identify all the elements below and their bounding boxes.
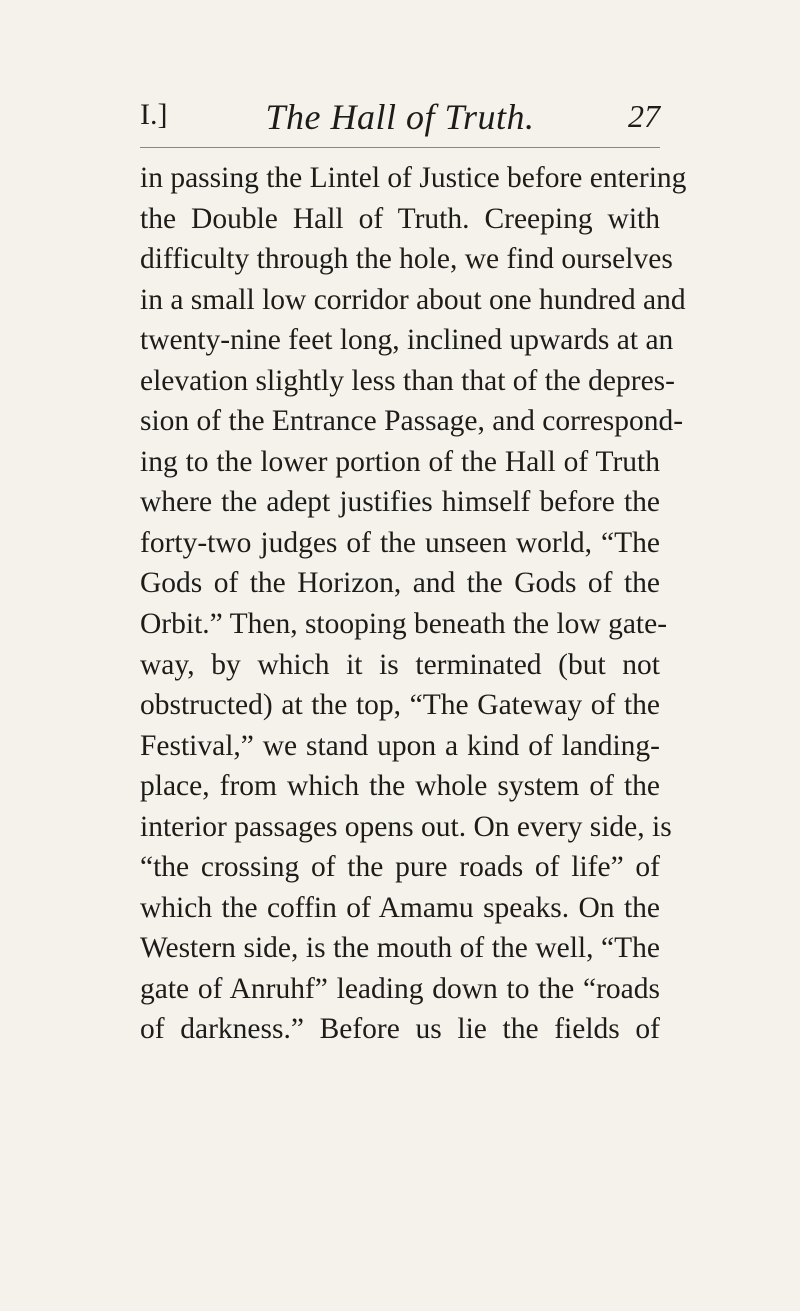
- text-line: obstructed) at the top, “The Gateway of the: [140, 689, 660, 722]
- text-line: which the coffin of Amamu speaks. On the: [140, 891, 660, 924]
- page-number: 27: [628, 98, 660, 134]
- text-line: of darkness.” Before us lie the fields of: [140, 1013, 660, 1046]
- text-line: gate of Anruhf” leading down to the “roads: [140, 972, 660, 1005]
- text-line: way, by which it is terminated (but not: [140, 648, 660, 681]
- text-line: interior passages opens out. On every side, is: [140, 810, 672, 843]
- text-line: ing to the lower portion of the Hall of Truth: [140, 445, 660, 478]
- text-line: in a small low corridor about one hundred and: [140, 283, 686, 316]
- text-line: Festival,” we stand upon a kind of landing-: [140, 729, 660, 762]
- text-line: “the crossing of the pure roads of life” of: [140, 851, 660, 884]
- text-line: twenty-nine feet long, inclined upwards at an: [140, 324, 674, 357]
- text-line: where the adept justifies himself before the: [140, 486, 660, 519]
- text-line: place, from which the whole system of the: [140, 770, 660, 803]
- text-line: Western side, is the mouth of the well, “The: [140, 932, 660, 965]
- section-marker: I.]: [140, 98, 168, 131]
- text-line: elevation slightly less than that of the depres-: [140, 364, 675, 397]
- running-head: [140, 92, 660, 142]
- text-line: sion of the Entrance Passage, and correspond-: [140, 405, 684, 438]
- text-line: difficulty through the hole, we find ourselves: [140, 243, 673, 276]
- body-text: [140, 158, 687, 1050]
- text-line: forty-two judges of the unseen world, “The: [140, 526, 660, 559]
- text-line: the Double Hall of Truth. Creeping with: [140, 202, 660, 235]
- text-line: Orbit.” Then, stooping beneath the low gate-: [140, 608, 668, 641]
- running-head-title: The Hall of Truth.: [265, 97, 535, 137]
- header-rule: [140, 147, 660, 148]
- text-line: Gods of the Horizon, and the Gods of the: [140, 567, 660, 600]
- text-line: in passing the Lintel of Justice before entering: [140, 162, 687, 194]
